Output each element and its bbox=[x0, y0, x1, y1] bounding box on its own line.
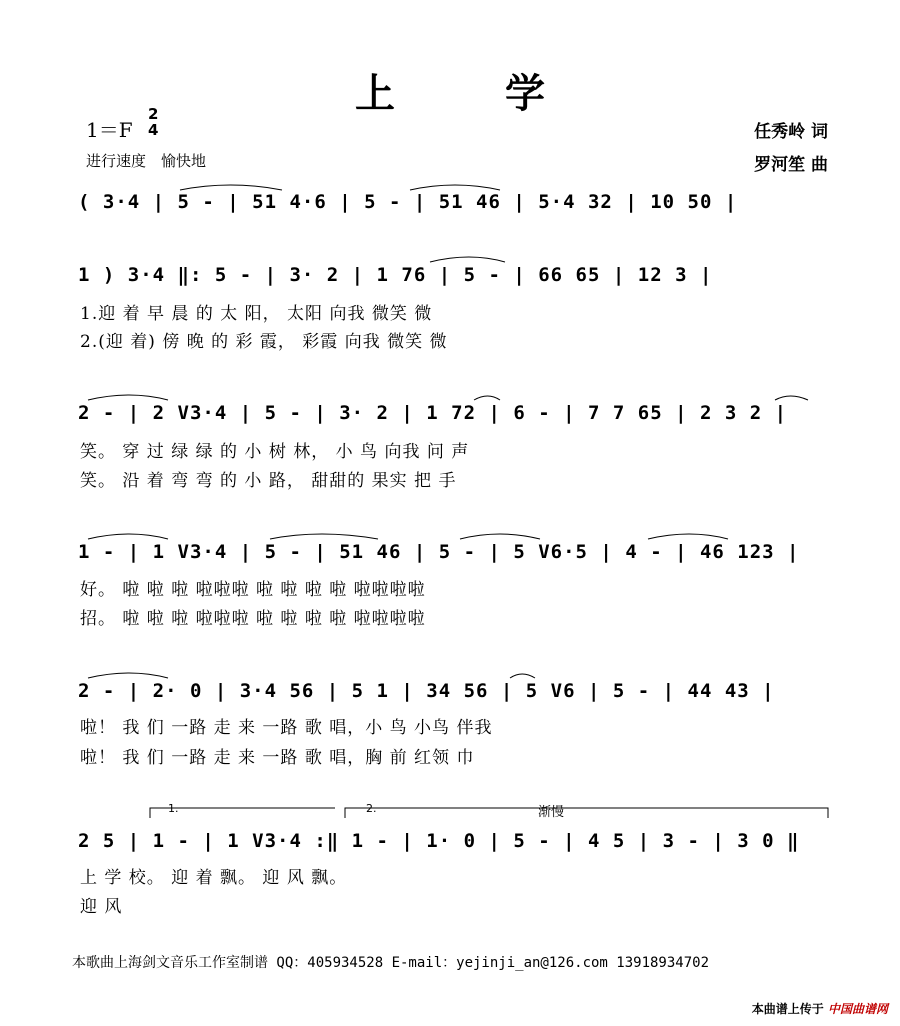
lyrics-row-6-verse-2: 迎 风 bbox=[80, 897, 123, 917]
slur-mark bbox=[88, 534, 168, 539]
slur-mark bbox=[410, 185, 500, 190]
time-signature-bottom: 4 bbox=[148, 121, 159, 139]
source-label: 本曲谱上传于 bbox=[751, 1002, 824, 1016]
source-brand-logo[interactable]: 中国曲谱网 bbox=[827, 1002, 888, 1016]
lyrics-row-5-verse-1: 啦！ 我 们 一路 走 来 一路 歌 唱，小 鸟 小鸟 伴我 bbox=[80, 718, 493, 738]
lyrics-row-3-verse-2: 笑。 沿 着 弯 弯 的 小 路， 甜甜的 果实 把 手 bbox=[80, 471, 457, 491]
slur-mark bbox=[270, 534, 378, 539]
source-attribution bbox=[752, 1000, 888, 1017]
notation-row-3: 2 - | 2 V3·4 | 5 - | 3· 2 | 1 72 | 6 - | 7 7 65 | 2 3 2 | bbox=[78, 402, 788, 424]
notation-row-1: ( 3·4 | 5 - | 51 4·6 | 5 - | 51 46 | 5·4 32 | 10 50 | bbox=[78, 191, 738, 213]
slur-mark bbox=[88, 395, 168, 400]
song-title: 上学 bbox=[355, 70, 655, 117]
slur-mark bbox=[88, 673, 168, 678]
expression-marking: 渐慢 bbox=[538, 805, 565, 820]
volta-2-label: 2. bbox=[366, 802, 377, 815]
slur-mark bbox=[180, 185, 282, 190]
slur-mark bbox=[510, 674, 535, 678]
slur-mark bbox=[775, 396, 808, 400]
lyrics-row-4-verse-2: 招。 啦 啦 啦 啦啦啦 啦 啦 啦 啦 啦啦啦啦 bbox=[80, 609, 426, 629]
volta-bracket bbox=[150, 808, 335, 818]
notation-row-5: 2 - | 2· 0 | 3·4 56 | 5 1 | 34 56 | 5 V6 | 5 - | 44 43 | bbox=[78, 680, 775, 702]
notation-row-4: 1 - | 1 V3·4 | 5 - | 51 46 | 5 - | 5 V6·5 | 4 - | 46 123 | bbox=[78, 541, 800, 563]
slur-mark bbox=[474, 396, 500, 400]
slur-mark bbox=[648, 534, 728, 539]
lyrics-row-2-verse-1: 1.迎 着 早 晨 的 太 阳， 太阳 向我 微笑 微 bbox=[80, 304, 433, 324]
composer-credit: 罗河笙 曲 bbox=[754, 155, 828, 175]
lyrics-row-4-verse-1: 好。 啦 啦 啦 啦啦啦 啦 啦 啦 啦 啦啦啦啦 bbox=[80, 580, 426, 600]
notation-row-2: 1 ) 3·4 ‖: 5 - | 3· 2 | 1 76 | 5 - | 66 65 | 12 3 | bbox=[78, 264, 713, 286]
volta-1-label: 1. bbox=[168, 802, 179, 815]
lyricist-credit: 任秀岭 词 bbox=[754, 122, 828, 142]
notation-row-6: 2 5 | 1 - | 1 V3·4 :‖ 1 - | 1· 0 | 5 - | 4 5 | 3 - | 3 0 ‖ bbox=[78, 830, 800, 852]
tempo-marking: 进行速度 愉快地 bbox=[86, 152, 207, 170]
lyrics-row-5-verse-2: 啦！ 我 们 一路 走 来 一路 歌 唱，胸 前 红领 巾 bbox=[80, 748, 475, 768]
slur-mark bbox=[460, 534, 540, 539]
lyrics-row-2-verse-2: 2.(迎 着) 傍 晚 的 彩 霞， 彩霞 向我 微笑 微 bbox=[80, 332, 448, 352]
key-signature: 1＝F bbox=[86, 118, 133, 142]
lyrics-row-6-verse-1: 上 学 校。 迎 着 飘。 迎 风 飘。 bbox=[80, 868, 348, 888]
footer-credits: 本歌曲上海剑文音乐工作室制谱 QQ：405934528 E-mail：yejinji_an@126.com 13918934702 bbox=[72, 955, 710, 971]
lyrics-row-3-verse-1: 笑。 穿 过 绿 绿 的 小 树 林， 小 鸟 向我 问 声 bbox=[80, 442, 470, 462]
slur-mark bbox=[430, 257, 505, 262]
volta-bracket bbox=[345, 808, 828, 818]
time-signature-top: 2 bbox=[148, 105, 159, 123]
